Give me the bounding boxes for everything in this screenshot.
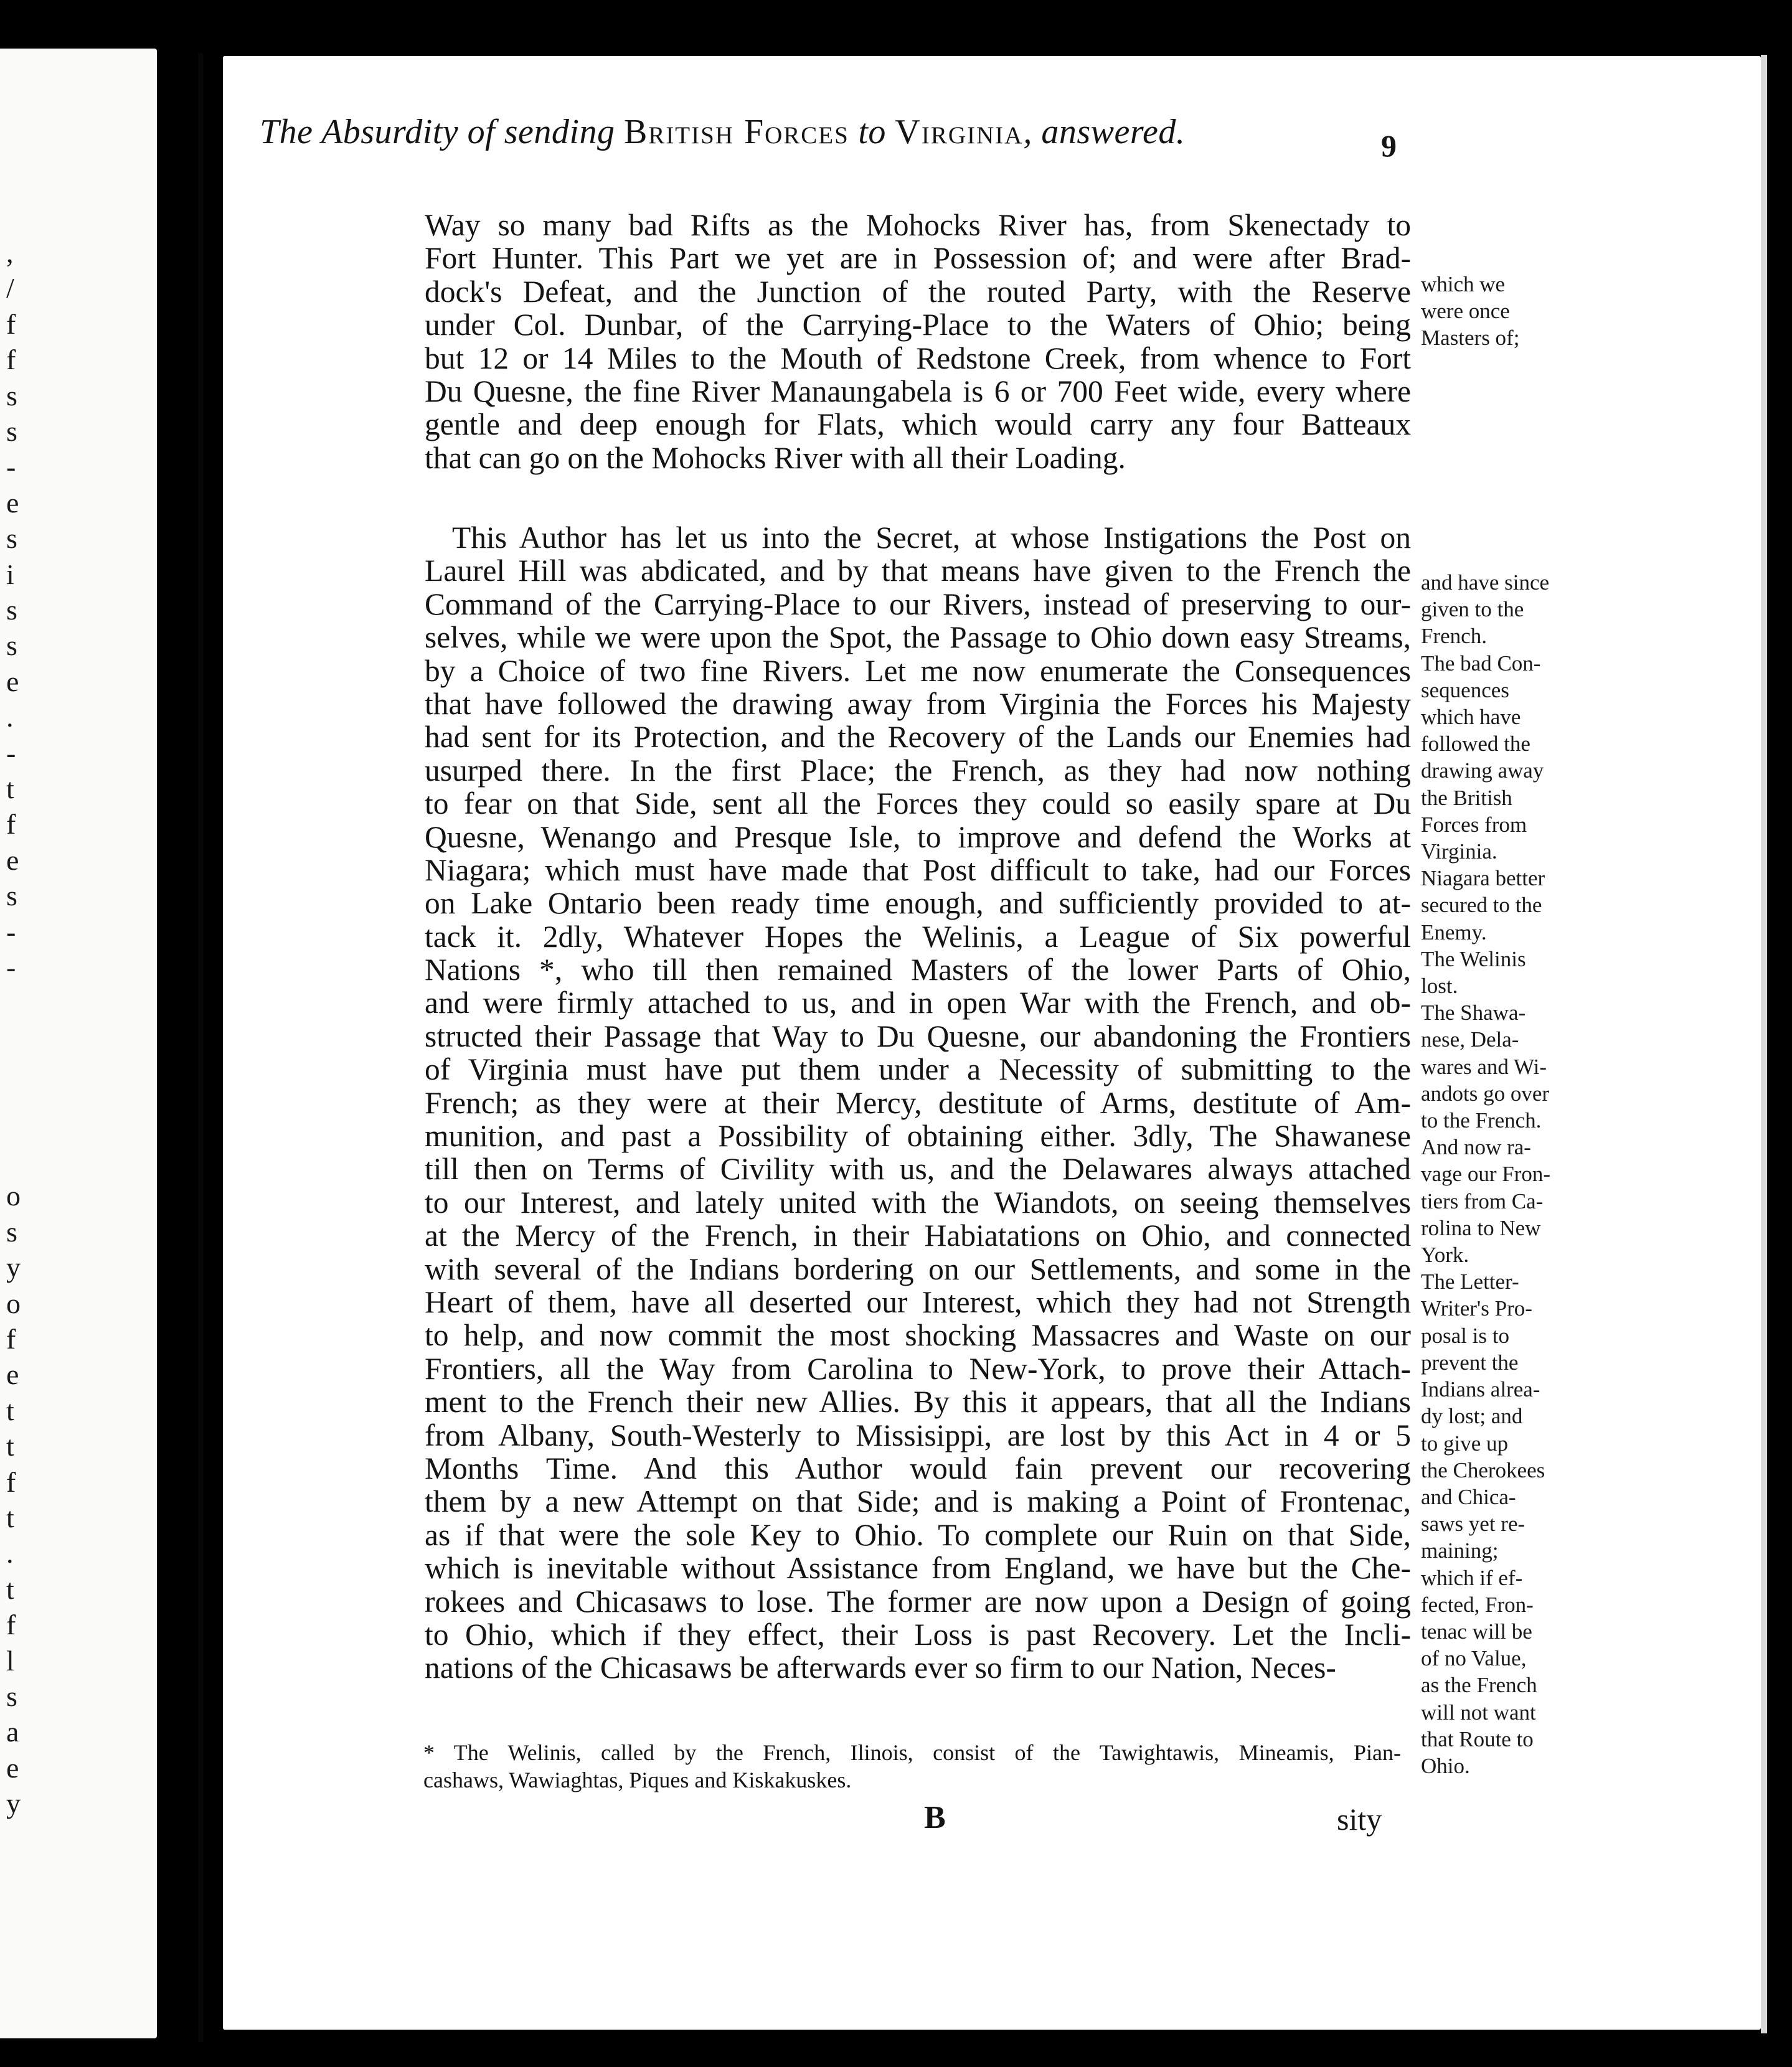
margin-note-line: Enemy. [1421,920,1487,944]
text-line: munition, and past a Possibility of obtaining either. 3dly, The Shawanese [425,1119,1411,1154]
text-line: Laurel Hill was abdicated, and by that means have given to the French the [425,553,1411,588]
edge-letter: t [6,1573,14,1605]
text-line: usurped there. In the first Place; the French, as they had now nothing [425,753,1411,788]
text-line: to Ohio, which if they effect, their Loss is past Recovery. Let the Incli- [425,1617,1411,1652]
margin-note-line: French. [1421,624,1487,649]
text-line: by a Choice of two fine Rivers. Let me now enumerate the Consequences [425,653,1411,688]
margin-note-line: And now ra- [1421,1135,1531,1160]
catchword: sity [1337,1802,1382,1837]
margin-note-line: andots go over [1421,1081,1550,1106]
margin-note-line: which if ef- [1421,1565,1523,1590]
edge-letter: . [6,1537,14,1570]
edge-letter: f [6,1323,16,1355]
edge-letter: - [6,451,16,483]
margin-note-line: were once [1421,299,1510,324]
paragraph-2 [425,521,1411,1685]
text-line: Way so many bad Rifts as the Mohocks River has, from Skenectady to [425,208,1411,242]
footnote-line: cashaws, Wawiaghtas, Piques and Kiskakuskes. [423,1768,852,1792]
edge-letter: y [6,1251,21,1284]
margin-note-line: posal is to [1421,1323,1509,1348]
text-line: Niagara; which must have made that Post difficult to take, had our Forces [425,852,1411,887]
edge-letter: y [6,1787,21,1820]
text-line: gentle and deep enough for Flats, which would carry any four Batteaux [425,407,1411,442]
edge-letter: a [6,1716,19,1748]
margin-note-line: lost. [1421,974,1458,999]
margin-note-line: will not want [1421,1700,1536,1725]
margin-note-line: vage our Fron- [1421,1162,1551,1187]
edge-letter: l [6,1644,14,1677]
margin-note-line: Indians alrea- [1421,1377,1540,1402]
paragraph-1 [425,209,1411,474]
running-head [260,112,1418,152]
margin-note-line: Ohio. [1421,1753,1470,1778]
edge-letter: t [6,1430,14,1462]
edge-letter: i [6,558,14,590]
running-head-part: , answered. [1023,113,1186,151]
footnote-line: * The Welinis, called by the French, Ilinois, consist of the Tawightawis, Mineamis, Pian- [423,1740,1401,1765]
text-line: to our Interest, and lately united with the Wiandots, on seeing themselves [425,1185,1411,1220]
margin-note-line: tenac will be [1421,1619,1532,1644]
edge-letter: . [6,701,14,733]
text-line: Months Time. And this Author would fain prevent our recovering [425,1451,1411,1486]
margin-note-line: to the French. [1421,1108,1542,1133]
edge-letter: - [6,951,16,983]
text-line: Frontiers, all the Way from Carolina to New-York, to prove their Attach- [425,1351,1411,1386]
margin-note-line: prevent the [1421,1350,1519,1375]
book-gutter [198,53,203,2042]
margin-note-line: given to the [1421,597,1524,622]
margin-note-line: Niagara better [1421,866,1545,891]
text-line: from Albany, South-Westerly to Missisippi, are lost by this Act in 4 or 5 [425,1418,1411,1453]
edge-letter: t [6,773,14,804]
text-line: Heart of them, have all deserted our Interest, which they had not Strength [425,1284,1411,1319]
margin-note-line: secured to the [1421,893,1542,918]
text-line: of Virginia must have put them under a Necessity of submitting to the [425,1052,1411,1087]
text-line: structed their Passage that Way to Du Quesne, our abandoning the Frontiers [425,1019,1411,1053]
margin-note-line: wares and Wi- [1421,1054,1547,1079]
margin-note-line: The Welinis [1421,946,1526,971]
margin-note-line: which have [1421,705,1521,730]
previous-page-letters [0,49,157,2038]
margin-note-line: that Route to [1421,1726,1534,1751]
text-line: at the Mercy of the French, in their Habiatations on Ohio, and connected [425,1218,1411,1253]
edge-letter: t [6,1394,14,1426]
margin-note-line: Forces from [1421,812,1527,837]
edge-letter: s [6,1680,17,1712]
margin-note-line: of no Value, [1421,1646,1527,1671]
footnote [423,1739,1401,1794]
margin-note-line: followed the [1421,732,1530,756]
text-line: them by a new Attempt on that Side; and is making a Point of Frontenac, [425,1484,1411,1519]
edge-letter: s [6,522,17,555]
text-line: nations of the Chicasaws be afterwards ever so firm to our Nation, Neces- [425,1650,1336,1685]
text-line: Command of the Carrying-Place to our Rivers, instead of preserving to our- [425,586,1411,621]
margin-note-line: maining; [1421,1538,1499,1563]
running-head-part: The Absurdity of sending [260,113,624,151]
edge-letter: f [6,1609,16,1641]
edge-letter: / [6,272,14,304]
text-line: to fear on that Side, sent all the Forces they could so easily spare at Du [425,786,1411,821]
text-line: selves, while we were upon the Spot, the Passage to Ohio down easy Streams, [425,620,1411,655]
text-line: had sent for its Protection, and the Recovery of the Lands our Enemies had [425,720,1411,755]
signature-mark: B [924,1800,946,1835]
text-line: that can go on the Mohocks River with all their Loading. [425,440,1126,475]
margin-note-2 [1421,569,1570,1779]
page-right-edge [1761,55,1767,2033]
edge-letter: s [6,880,17,912]
edge-letter: o [6,1180,21,1212]
edge-letter: e [6,1358,19,1391]
margin-note-line: sequences [1421,677,1509,702]
text-line: as if that were the sole Key to Ohio. To complete our Ruin on that Side, [425,1517,1411,1552]
margin-note-line: The bad Con- [1421,651,1541,676]
margin-note-line: Virginia. [1421,839,1497,864]
edge-letter: s [6,1215,17,1248]
running-head-part: British Forces [623,113,849,151]
edge-letter: f [6,308,16,340]
edge-letter: s [6,415,17,447]
edge-letter: e [6,1751,19,1784]
edge-letter: f [6,1466,16,1498]
edge-letter: f [6,344,16,376]
previous-page-edge [0,49,157,2038]
margin-note-line: the Cherokees [1421,1457,1545,1482]
margin-note-line: and Chica- [1421,1484,1516,1509]
text-line: Fort Hunter. This Part we yet are in Possession of; and were after Brad- [425,241,1411,276]
text-line: tack it. 2dly, Whatever Hopes the Welinis, a League of Six powerful [425,919,1411,954]
edge-letter: s [6,594,17,626]
margin-note-line: nese, Dela- [1421,1027,1519,1052]
edge-letter: , [6,237,14,268]
margin-note-line: fected, Fron- [1421,1592,1534,1617]
margin-note-line: drawing away [1421,758,1544,783]
text-line: ment to the French their new Allies. By this it appears, that all the Indians [425,1385,1411,1420]
text-line: Du Quesne, the fine River Manaungabela is 6 or 700 Feet wide, every where [425,374,1411,408]
margin-note-line: rolina to New [1421,1215,1541,1240]
margin-note-line: the British [1421,785,1512,810]
margin-note-1 [1421,271,1570,352]
edge-letter: s [6,629,17,662]
edge-letter: e [6,844,19,876]
edge-letter: o [6,1287,21,1319]
text-line: French; as they were at their Mercy, destitute of Arms, destitute of Am- [425,1085,1411,1120]
margin-note-line: which we [1421,272,1506,296]
edge-letter: f [6,808,16,840]
margin-note-line: York. [1421,1243,1469,1268]
page-number: 9 [1381,128,1397,163]
margin-note-line: The Shawa- [1421,1001,1526,1025]
text-line: This Author has let us into the Secret, at whose Instigations the Post on [452,520,1411,555]
text-line: that have followed the drawing away from Virginia the Forces his Majesty [425,686,1411,721]
margin-note-line: and have since [1421,570,1550,595]
text-line: which is inevitable without Assistance from England, we have but the Che- [425,1551,1411,1586]
text-line: on Lake Ontario been ready time enough, and sufficiently provided to at- [425,886,1411,921]
text-line: till then on Terms of Civility with us, and the Delawares always attached [425,1152,1411,1187]
margin-note-line: tiers from Ca- [1421,1189,1544,1213]
edge-letter: e [6,486,19,519]
margin-note-line: saws yet re- [1421,1512,1526,1537]
edge-letter: - [6,737,16,769]
text-line: to help, and now commit the most shocking Massacres and Waste on our [425,1318,1411,1353]
edge-letter: e [6,665,19,697]
text-line: Nations *, who till then remained Masters of the lower Parts of Ohio, [425,953,1411,987]
running-head-part: Virginia [895,113,1024,151]
edge-letter: s [6,379,17,412]
text-line: but 12 or 14 Miles to the Mouth of Redstone Creek, from whence to Fort [425,341,1411,375]
margin-note-line: dy lost; and [1421,1404,1523,1429]
margin-note-line: to give up [1421,1431,1508,1456]
edge-letter: t [6,1502,14,1533]
margin-note-line: Masters of; [1421,326,1520,351]
text-line: rokees and Chicasaws to lose. The former are now upon a Design of going [425,1584,1411,1619]
text-line: dock's Defeat, and the Junction of the routed Party, with the Reserve [425,274,1411,309]
running-head-part: to [849,113,895,151]
margin-note-line: as the French [1421,1673,1537,1698]
margin-note-line: The Letter- [1421,1269,1519,1294]
text-line: with several of the Indians bordering on our Settlements, and some in the [425,1251,1411,1286]
text-line: Quesne, Wenango and Presque Isle, to improve and defend the Works at [425,819,1411,854]
edge-letter: - [6,915,16,948]
text-line: under Col. Dunbar, of the Carrying-Place to the Waters of Ohio; being [425,308,1411,342]
margin-note-line: Writer's Pro- [1421,1296,1532,1321]
text-line: and were firmly attached to us, and in open War with the French, and ob- [425,986,1411,1020]
